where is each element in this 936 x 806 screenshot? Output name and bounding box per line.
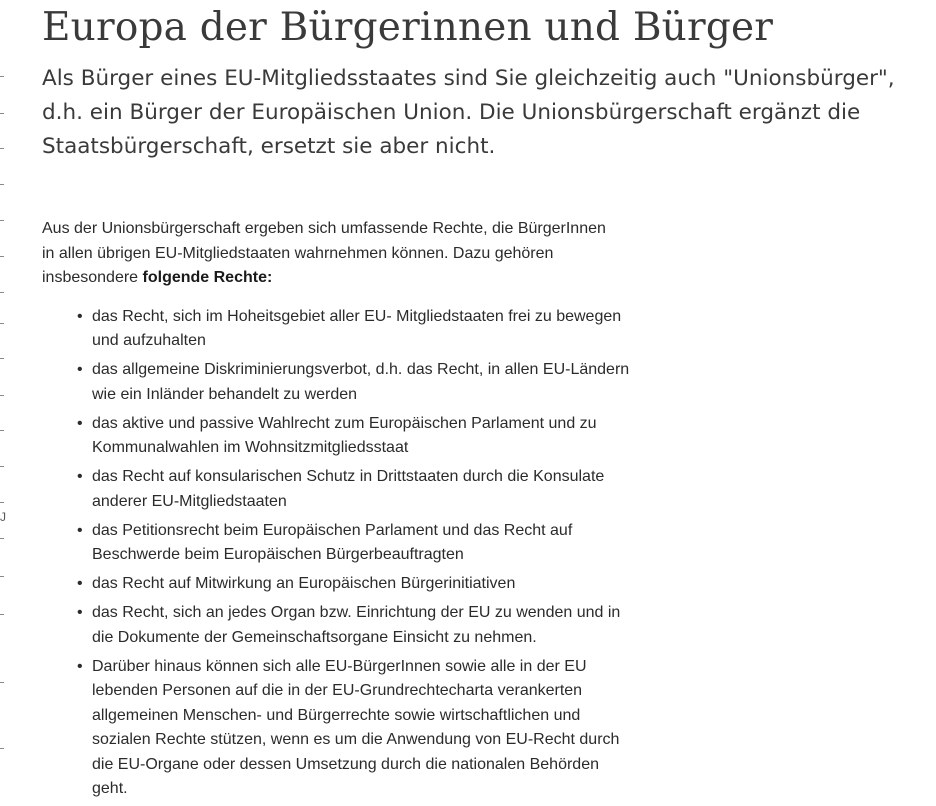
rail-tick [0, 323, 4, 324]
list-item-text: das Recht, sich an jedes Organ bzw. Einrichtung der EU zu wenden und in die Dokumente der Gemeinschaftsorgane Einsicht zu nehmen. [92, 604, 621, 646]
bullet-icon: • [77, 468, 83, 485]
list-item [77, 465, 632, 514]
bullet-icon: • [77, 521, 83, 539]
lead-paragraph: Als Bürger eines EU-Mitgliedsstaates sind Sie gleichzeitig auch "Unionsbürger", d.h. ein Bürger der Europäischen Union. Die Unionsbürgerschaft ergänzt die Staatsbürgerschaft, ersetzt sie aber nicht. [42, 66, 895, 159]
rail-tick [0, 466, 4, 467]
list-item-text: das Recht, sich im Hoheitsgebiet aller EU- Mitgliedstaaten frei zu bewegen und aufzuhalten [92, 307, 622, 349]
rail-tick [0, 184, 4, 185]
rail-tick [0, 430, 4, 431]
rail-tick [0, 256, 4, 257]
intro-paragraph [42, 217, 622, 291]
rail-tick [0, 614, 4, 615]
rail-tick [0, 395, 4, 396]
bullet-icon: • [77, 575, 83, 592]
list-item [77, 601, 632, 650]
bullet-icon: • [77, 414, 83, 432]
rail-tick [0, 502, 4, 503]
page-title: Europa der Bürgerinnen und Bürger [42, 5, 774, 50]
rail-tick [0, 358, 4, 359]
rail-letter: J [0, 510, 6, 524]
list-item-text: das Recht auf Mitwirkung an Europäischen Bürgerinitiativen [92, 575, 516, 592]
list-item-text: das aktive und passive Wahlrecht zum Europäischen Parlament und zu Kommunalwahlen im Wohnsitzmitgliedsstaat [92, 414, 597, 456]
intro-text: Aus der Unionsbürgerschaft ergeben sich umfassende Rechte, die BürgerInnen in allen übrigen EU-Mitgliedstaaten wahrnehmen können. Dazu gehören insbesondere [42, 220, 606, 286]
rail-tick [0, 220, 4, 221]
list-item [77, 519, 632, 568]
intro-bold: folgende Rechte: [142, 269, 273, 286]
rail-tick [0, 76, 4, 77]
list-item [77, 305, 632, 354]
rail-tick [0, 748, 4, 749]
rail-tick [0, 682, 4, 683]
bullet-icon: • [77, 657, 83, 675]
list-item [77, 572, 632, 597]
rail-tick [0, 576, 4, 577]
list-item-text: Darüber hinaus können sich alle EU-BürgerInnen sowie alle in der EU lebenden Personen auf die in der EU-Grundrechtecharta verankerten allgemeinen Menschen- und Bürgerrechte sowie wirtschaftlichen und sozialen Rechte stützen, wenn es um die Anwendung von EU-Recht durch die EU-Organe oder dessen Umsetzung durch die nationalen Behörden geht. [92, 657, 620, 797]
rail-tick [0, 148, 4, 149]
left-rail [0, 0, 8, 805]
list-item [77, 358, 632, 407]
list-item [77, 655, 632, 802]
article-content [42, 0, 922, 806]
list-item-text: das allgemeine Diskriminierungsverbot, d.h. das Recht, in allen EU-Ländern wie ein Inländer behandelt zu werden [92, 361, 630, 403]
list-item [77, 412, 632, 461]
list-item-text: das Petitionsrecht beim Europäischen Parlament und das Recht auf Beschwerde beim Europäischen Bürgerbeauftragten [92, 521, 573, 563]
rail-tick [0, 538, 4, 539]
bullet-icon: • [77, 307, 83, 325]
rights-list [42, 305, 632, 802]
bullet-icon: • [77, 361, 83, 378]
rail-tick [0, 292, 4, 293]
bullet-icon: • [77, 604, 83, 621]
list-item-text: das Recht auf konsularischen Schutz in Drittstaaten durch die Konsulate anderer EU-Mitgliedstaaten [92, 468, 605, 510]
rail-tick [0, 113, 4, 114]
